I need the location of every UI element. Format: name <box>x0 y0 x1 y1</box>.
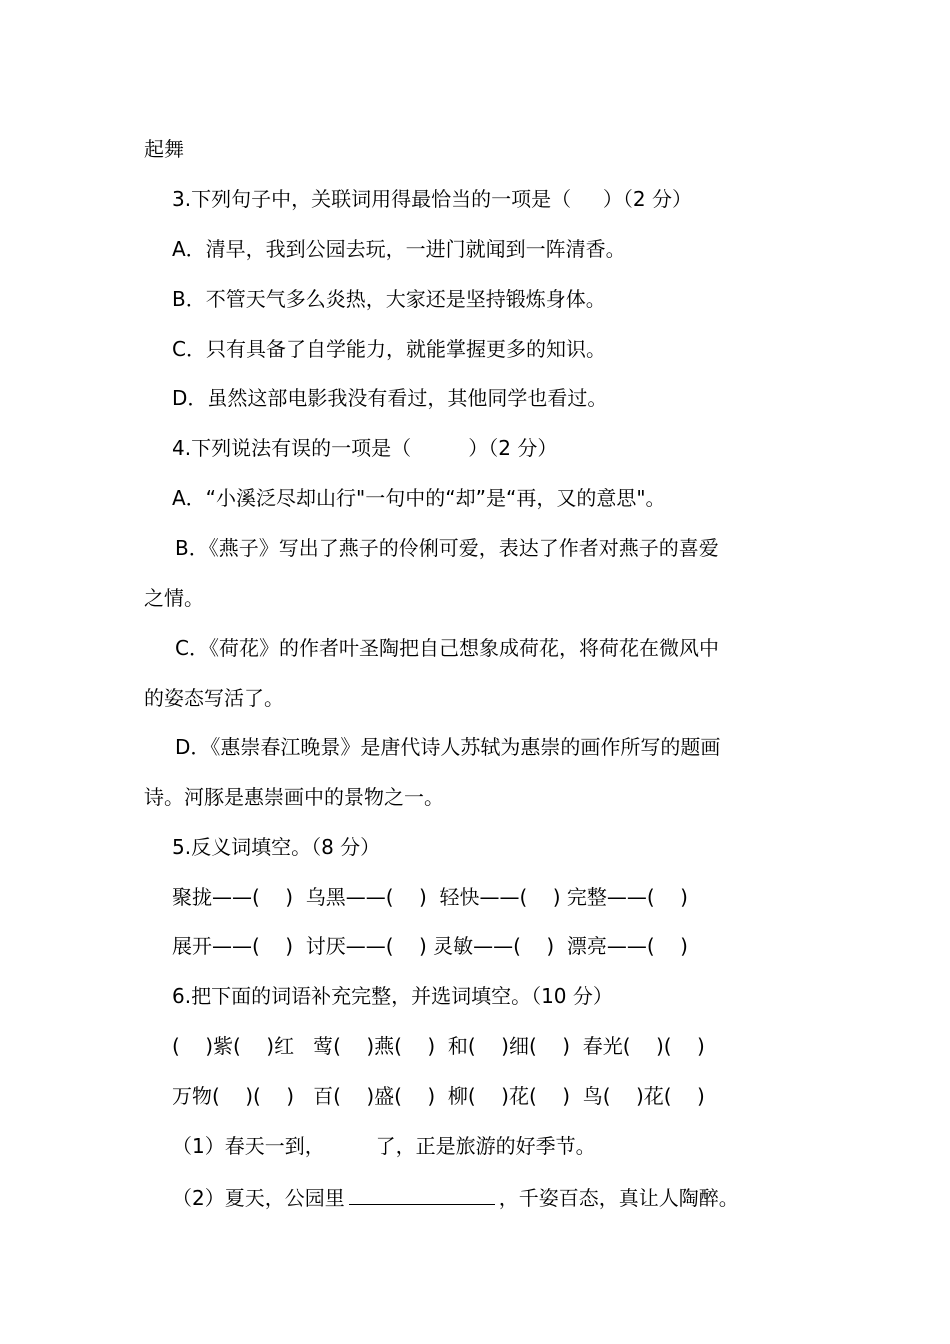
option-a: A．“小溪泛尽却山行"一句中的“却”是“再，又的意思"。 <box>172 486 666 510</box>
option-c: C．《荷花》的作者叶圣陶把自己想象成荷花，将荷花在微风中 <box>175 636 719 660</box>
option-b: B．《燕子》写出了燕子的伶俐可爱，表达了作者对燕子的喜爱 <box>175 536 719 560</box>
question-4: 4.下列说法有误的一项是（ ）（2 分） <box>172 436 558 460</box>
option-d: D．《惠崇春江晚景》是唐代诗人苏轼为惠崇的画作所写的题画 <box>175 735 721 759</box>
fill-sentence-1: （1）春天一到， 了，正是旅游的好季节。 <box>172 1134 596 1158</box>
fill-sentence-2 <box>172 1182 739 1212</box>
question-3: 3.下列句子中，关联词用得最恰当的一项是（ ）（2 分） <box>172 187 692 211</box>
answer-blank <box>349 1182 495 1205</box>
text-line: 之情。 <box>144 586 204 610</box>
sentence-start: （2）夏天，公园里 <box>172 1186 345 1210</box>
word-row: 万物( )( ) 百( )盛( ) 柳( )花( ) 鸟( )花( ) <box>172 1084 705 1108</box>
text-line: 的姿态写活了。 <box>144 686 284 710</box>
option-a: A．清早，我到公园去玩，一进门就闻到一阵清香。 <box>172 237 626 261</box>
antonym-row: 聚拢——( ) 乌黑——( ) 轻快——( ) 完整——( ) <box>172 885 688 909</box>
word-row: ( )紫( )红 莺( )燕( ) 和( )细( ) 春光( )( ) <box>172 1034 705 1058</box>
question-5: 5.反义词填空。（8 分） <box>172 835 381 859</box>
option-b: B．不管天气多么炎热，大家还是坚持锻炼身体。 <box>172 287 606 311</box>
text-line: 诗。河豚是惠崇画中的景物之一。 <box>144 785 444 809</box>
antonym-row: 展开——( ) 讨厌——( ) 灵敏——( ) 漂亮——( ) <box>172 934 688 958</box>
option-c: C．只有具备了自学能力，就能掌握更多的知识。 <box>172 337 606 361</box>
sentence-end: ，千姿百态，真让人陶醉。 <box>498 1186 739 1210</box>
text-line: 起舞 <box>144 137 184 161</box>
option-d: D．虽然这部电影我没有看过，其他同学也看过。 <box>172 386 608 410</box>
question-6: 6.把下面的词语补充完整，并选词填空。（10 分） <box>172 984 613 1008</box>
